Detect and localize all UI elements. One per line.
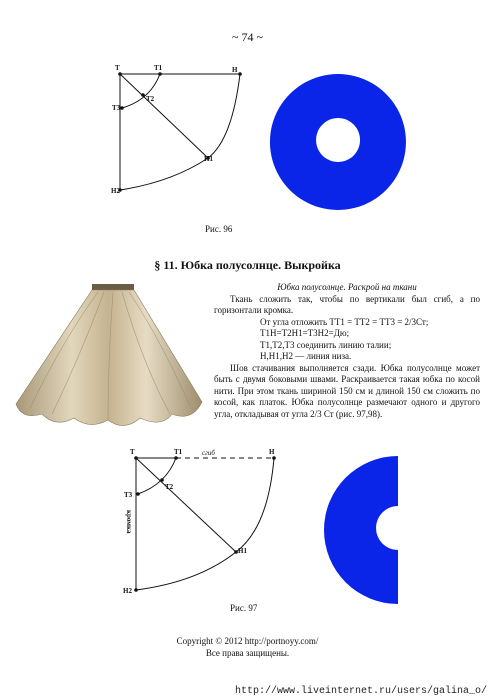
fig96-label-t1: Т1 [154, 64, 163, 72]
step-2: Т1Н=Т2Н1=Т3Н2=Дю; [260, 328, 350, 338]
fig97-label-t2: Т2 [165, 483, 174, 491]
copyright-line: Copyright © 2012 http://portnoyy.com/ [176, 636, 319, 646]
fig97-pattern [118, 448, 288, 598]
fig97-label-n1: Н1 [238, 547, 247, 555]
fig96-caption: Рис. 96 [205, 224, 233, 234]
watermark-url: http://www.liveinternet.ru/users/galina_o/ [234, 686, 487, 697]
body-text [214, 282, 480, 420]
fig97-label-t: Т [130, 448, 135, 456]
ring-shape [270, 74, 406, 210]
section-title: § 11. Юбка полусолнце. Выкройка [154, 258, 341, 272]
subtitle: Юбка полусолнце. Раскрой на ткани [277, 282, 417, 292]
paragraph-seam: Шов стачивания выполняется сзади. Юбка полусолнце может быть с двумя боковыми швами. Раскраивается такая юбка по косой нити. При этом ткань шириной 150 см и длиной 150 см сложить по косой, как платок. Юбка полусолнце размечают одного и другого угла, откладывая от угла 2/3 Ст (рис. 97,98). [214, 362, 480, 419]
rights-line: Все права защищены. [205, 648, 290, 658]
half-ring-shape [324, 456, 398, 604]
step-3: Т1,Т2,Т3 соединить линию талии; [260, 339, 392, 350]
half-circle-skirt-shape [310, 454, 410, 604]
fig97-label-edge: кромка [125, 510, 133, 534]
fig97-label-n: Н [269, 448, 275, 456]
fig96-label-n2: Н2 [111, 187, 120, 195]
fig96-label-t3: Т3 [112, 104, 121, 112]
full-circle-skirt-ring [268, 72, 408, 212]
skirt-photo [12, 282, 207, 432]
fig97-caption: Рис. 97 [230, 603, 258, 613]
page-number: ~ 74 ~ [232, 30, 263, 44]
copyright-footer [0, 635, 495, 659]
fig96-label-n1: Н1 [204, 155, 213, 163]
fig97-label-t3: Т3 [124, 491, 133, 499]
fig96-label-t: Т [115, 64, 120, 72]
step-1: От угла отложить ТТ1 = ТТ2 = ТТ3 = 2/3Ст; [260, 316, 429, 327]
step-4: Н,Н1,Н2 — линия низа. [260, 351, 352, 361]
fig96-label-t2: Т2 [146, 95, 155, 103]
fig96-pattern [100, 62, 250, 202]
fig97-label-fold: сгиб [202, 449, 215, 457]
paragraph-fold: Ткань сложить так, чтобы по вертикали был сгиб, а по горизонтали кромка. [214, 293, 480, 315]
fig96-label-n: Н [232, 66, 238, 74]
fig97-label-t1: Т1 [174, 448, 183, 456]
fig97-label-n2: Н2 [123, 587, 132, 595]
